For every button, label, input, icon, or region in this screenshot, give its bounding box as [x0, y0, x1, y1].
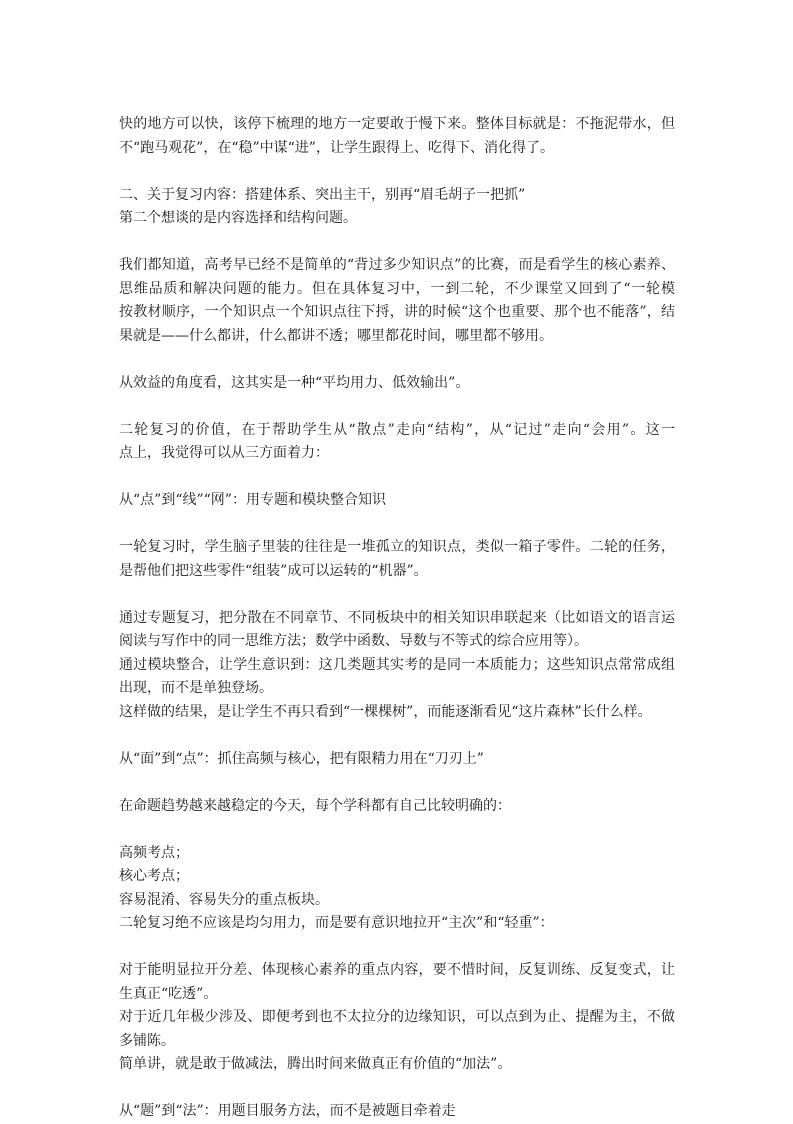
text-line: 快的地方可以快，该停下梳理的地方一定要敢于慢下来。整体目标就是：不拖泥带水，但	[119, 116, 675, 132]
subheading: 从“面”到“点”：抓住高频与核心，把有限精力用在“刀刃上”	[119, 750, 484, 767]
list-item: 容易混淆、容易失分的重点板块。	[119, 891, 329, 908]
text-line: 一轮复习时，学生脑子里装的往往是一堆孤立的知识点，类似一箱子零件。二轮的任务，	[119, 539, 675, 555]
subheading: 从“题”到“法”：用题目服务方法，而不是被题目牵着走	[119, 1103, 456, 1119]
list-item: 高频考点；	[119, 844, 189, 861]
text-line: 对于近几年极少涉及、即便考到也不太拉分的边缘知识，可以点到为止、提醒为主，不做	[119, 1009, 675, 1025]
text-line: 阅读与写作中的同一思维方法；数学中函数、导数与不等式的综合应用等）。	[119, 633, 588, 649]
text-line: 多铺陈。	[119, 1032, 175, 1049]
text-line: 二轮复习绝不应该是均匀用力，而是要有意识地拉开“主次”和“轻重”：	[119, 915, 554, 931]
text-line: 二轮复习的价值，在于帮助学生从“散点”走向“结构”，从“记过”走向“会用”。这一	[119, 421, 675, 438]
list-item: 核心考点；	[119, 868, 189, 884]
text-line: 简单讲，就是敢于做减法，腾出时间来做真正有价值的“加法”。	[119, 1056, 512, 1072]
text-line: 第二个想谈的是内容选择和结构问题。	[119, 210, 357, 226]
text-line: 生真正“吃透”。	[119, 985, 218, 1002]
text-line: 对于能明显拉开分差、体现核心素养的重点内容，要不惜时间，反复训练、反复变式，让	[119, 962, 675, 978]
text-line: 不“跑马观花”，在“稳”中谋“进”，让学生跟得上、吃得下、消化得了。	[119, 139, 554, 156]
text-line: 出现，而不是单独登场。	[119, 680, 273, 696]
section-heading: 二、关于复习内容：搭建体系、突出主干，别再“眉毛胡子一把抓”	[119, 186, 526, 203]
text-line: 我们都知道，高考早已经不是简单的“背过多少知识点”的比赛，而是看学生的核心素养、	[119, 257, 675, 273]
subheading: 从“点”到“线”“网”：用专题和模块整合知识	[119, 492, 386, 508]
text-line: 在命题趋势越来越稳定的今天，每个学科都有自己比较明确的：	[119, 797, 511, 814]
document-page	[119, 113, 675, 1124]
text-line: 果就是——什么都讲，什么都讲不透；哪里都花时间，哪里都不够用。	[119, 327, 553, 344]
text-line: 点上，我觉得可以从三方面着力：	[119, 445, 329, 461]
text-line: 思维品质和解决问题的能力。但在具体复习中，一到二轮，不少课堂又回到了“一轮模	[119, 280, 675, 297]
text-line: 通过模块整合，让学生意识到：这几类题其实考的是同一本质能力；这些知识点常常成组	[119, 656, 675, 673]
text-line: 这样做的结果，是让学生不再只看到“一棵棵树”，而能逐渐看见“这片森林”长什么样。	[119, 703, 652, 720]
text-line: 是帮他们把这些零件“组装”成可以运转的“机器”。	[119, 562, 428, 579]
text-line: 按教材顺序，一个知识点一个知识点往下捋，讲的时候“这个也重要、那个也不能落”，结	[119, 304, 675, 320]
text-line: 从效益的角度看，这其实是一种“平均用力、低效输出”。	[119, 374, 470, 391]
text-line: 通过专题复习，把分散在不同章节、不同板块中的相关知识串联起来（比如语文的语言运	[119, 609, 675, 626]
